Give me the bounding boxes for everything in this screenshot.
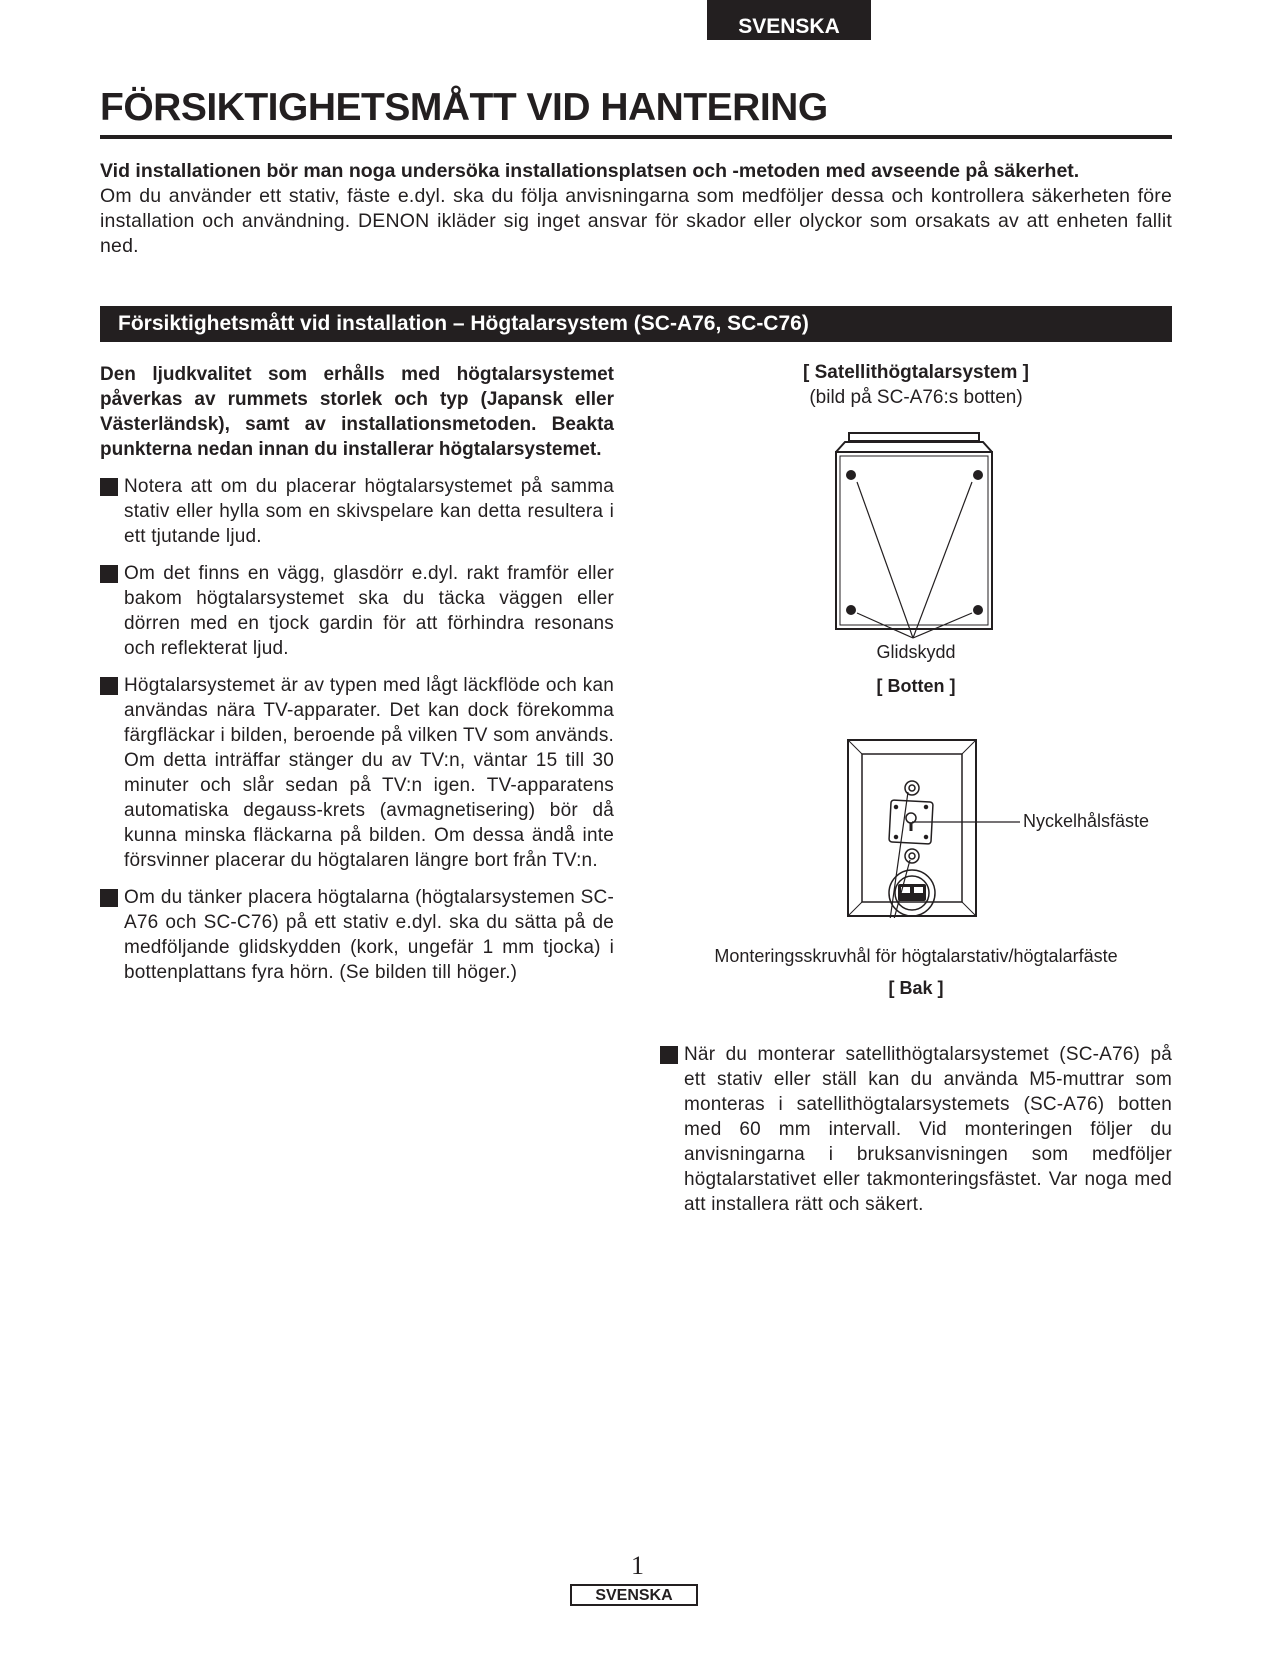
speaker-bevel	[836, 442, 992, 452]
screw-hole-label: Monteringsskruvhål för högtalarstativ/högtalarfäste	[714, 946, 1118, 966]
intro-block	[100, 159, 1172, 259]
glide-pad-bottom-right	[973, 605, 983, 615]
list-item-text: När du monterar satellithögtalarsystemet (SC-A76) på ett stativ eller ställ kan du använda M5-muttrar som monteras i satellithögtalarsystemets (SC-A76) botten med 60 mm intervall. Vid monteringen följer du anvisningarna i bruksanvisningen som medföljer högtalarstativet eller takmonteringsfästet. Var noga med att installera rätt och säkert.	[684, 1044, 1172, 1215]
bullet-square-icon	[100, 677, 118, 695]
title-rule	[100, 135, 1172, 139]
precaution-list	[100, 474, 614, 985]
speaker-bottom-inner	[840, 456, 988, 625]
figure-subtitle: (bild på SC-A76:s botten)	[809, 387, 1023, 408]
screw-hole-lower	[905, 849, 919, 863]
section-heading: Försiktighetsmått vid installation – Högtalarsystem (SC-A76, SC-C76)	[100, 306, 1172, 342]
screw-hole-upper	[905, 781, 919, 795]
bullet-square-icon	[660, 1046, 678, 1064]
list-item-text: Notera att om du placerar högtalarsystemet på samma stativ eller hylla som en skivspelare kan detta resultera i ett tjutande ljud.	[124, 476, 614, 547]
list-item	[100, 474, 614, 549]
section-lead: Den ljudkvalitet som erhålls med högtalarsystemet påverkas av rummets storlek och typ (Japansk eller Västerländsk), samt av installationsmetoden. Beakta punkterna nedan innan du installerar högtalarsystemet.	[100, 364, 614, 460]
figure-title: [ Satellithögtalarsystem ]	[803, 362, 1029, 383]
page-title: FÖRSIKTIGHETSMÅTT VID HANTERING	[100, 86, 828, 129]
mounting-note	[660, 1042, 1172, 1229]
list-item-text: Om det finns en vägg, glasdörr e.dyl. rakt framför eller bakom högtalarsystemet ska du täcka väggen eller dörren med en tjock gardin för att förhindra resonans och reflekterat ljud.	[124, 563, 614, 659]
speaker-bottom-outline	[836, 452, 992, 629]
speaker-top-edge	[849, 433, 979, 441]
intro-lead: Vid installationen bör man noga undersöka installationsplatsen och -metoden med avseende på säkerhet.	[100, 160, 1080, 182]
glide-pad-label: Glidskydd	[876, 642, 956, 662]
glide-pad-bottom-left	[846, 605, 856, 615]
keyhole-label: Nyckelhålsfäste	[1023, 811, 1150, 831]
list-item	[100, 885, 614, 985]
list-item	[660, 1042, 1172, 1217]
glide-pad-top-right	[973, 470, 983, 480]
page-number: 1	[631, 1551, 644, 1580]
bottom-view-caption: [ Botten ]	[876, 676, 956, 696]
list-item	[100, 561, 614, 661]
glide-pads	[846, 470, 983, 615]
list-item	[100, 673, 614, 873]
back-view-caption: [ Bak ]	[888, 978, 944, 998]
glide-pad-top-left	[846, 470, 856, 480]
mounting-list	[660, 1042, 1172, 1217]
speaker-bottom-diagram	[660, 430, 1172, 640]
left-column	[100, 362, 614, 997]
footer-language-label: SVENSKA	[570, 1584, 698, 1606]
list-item-text: Högtalarsystemet är av typen med lågt läckflöde och kan användas nära TV-apparater. Det kan dock förekomma färgfläckar i bilden, beroende på vilken TV som används. Om detta inträffar stänger du av TV:n, väntar 15 till 30 minuter och slår sedan på TV:n igen. TV-apparatens automatiska degauss-krets (avmagnetisering) bör då kunna minska fläckarna på bilden. Om dessa ändå inte försvinner placerar du högtalaren längre bort från TV:n.	[124, 675, 614, 871]
language-tab: SVENSKA	[707, 0, 871, 40]
leader-lines	[857, 482, 972, 638]
bullet-square-icon	[100, 565, 118, 583]
bullet-square-icon	[100, 889, 118, 907]
bullet-square-icon	[100, 478, 118, 496]
intro-body: Om du använder ett stativ, fäste e.dyl. ska du följa anvisningarna som medföljer dessa och kontrollera säkerheten före installation och användning. DENON ikläder sig inget ansvar för skador eller olyckor som orsakats av att enheten fallit ned.	[100, 185, 1172, 257]
list-item-text: Om du tänker placera högtalarna (högtalarsystemen SC-A76 och SC-C76) på ett stativ e.dyl. ska du sätta på de medföljande glidskydden (kork, ungefär 1 mm tjocka) i bottenplattans fyra hörn. (Se bilden till höger.)	[124, 887, 614, 983]
